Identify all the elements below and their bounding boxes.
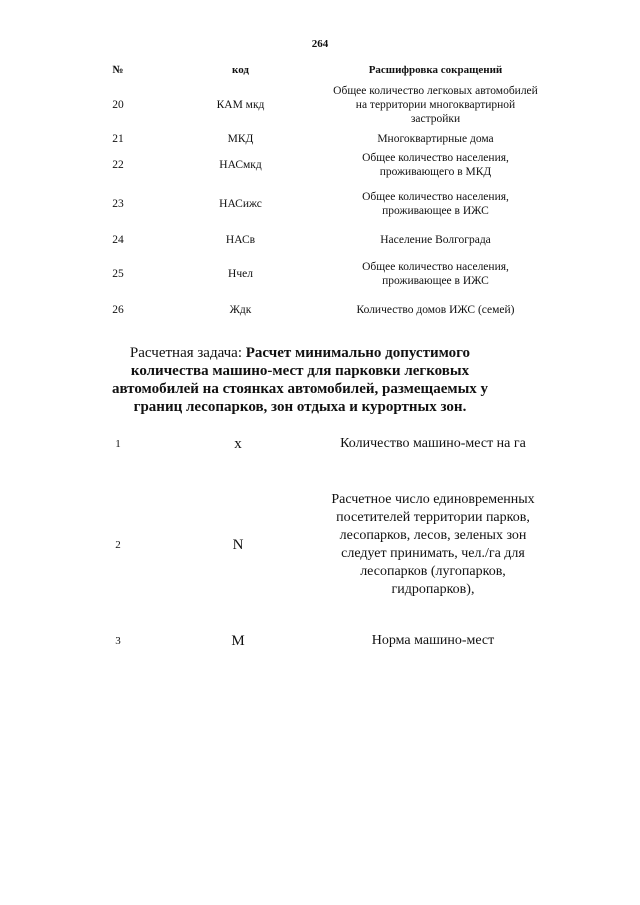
row-description: Количество домов ИЖС (семей) — [356, 304, 515, 316]
row-code: Ждк — [229, 304, 252, 316]
table-row — [88, 294, 538, 326]
row-description: Расчетное число единовременных посетителей территории парков, лесопарков, лесов, зеленых зон следует принимать, чел./га для лесопарков (лугопарков, гидропарков), — [331, 492, 535, 597]
table-row — [88, 226, 538, 254]
row-description: Многоквартирные дома — [377, 133, 494, 145]
row-number: 25 — [112, 268, 124, 280]
table-row — [88, 148, 538, 182]
row-description: Норма машино-мест — [371, 633, 495, 648]
table-row — [88, 130, 538, 148]
row-description: Общее количество легковых автомобилей на территории многоквартирной застройки — [333, 85, 538, 125]
row-number: 2 — [115, 539, 121, 551]
abbreviations-table — [88, 64, 538, 326]
row-description: Количество машино-мест на га — [340, 436, 526, 451]
table-row — [88, 80, 538, 130]
row-number: 22 — [112, 159, 124, 171]
variables-table — [88, 424, 538, 656]
row-code: НАСмкд — [219, 159, 262, 171]
table-row — [88, 464, 538, 626]
table-header-row — [88, 64, 538, 80]
row-description: Общее количество населения, проживающего в МКД — [362, 152, 509, 178]
column-header-description: Расшифровка сокращений — [368, 64, 503, 76]
row-code: КАМ мкд — [216, 99, 265, 111]
row-code: МКД — [227, 133, 254, 145]
row-code: N — [232, 537, 244, 553]
row-number: 26 — [112, 304, 124, 316]
row-description: Население Волгограда — [380, 234, 491, 246]
row-code: НАСв — [225, 234, 256, 246]
row-number: 23 — [112, 198, 124, 210]
table-row — [88, 424, 538, 464]
table-row — [88, 254, 538, 294]
task-prefix: Расчетная задача: — [129, 345, 246, 361]
row-number: 1 — [115, 438, 121, 450]
column-header-number: № — [112, 64, 124, 76]
table-row — [88, 182, 538, 226]
page-number: 264 — [311, 38, 329, 50]
table-row — [88, 626, 538, 656]
row-description: Общее количество населения, проживающее в ИЖС — [362, 261, 509, 287]
row-code: НАСижс — [219, 198, 262, 210]
task-title: Расчет минимально допустимого количества машино-мест для парковки легковых автомобилей на стоянках автомобилей, размещаемых у границ лесопарков, зон отдыха и курортных зон. — [111, 345, 489, 415]
row-number: 3 — [115, 635, 121, 647]
task-heading — [110, 344, 490, 416]
row-code: M — [231, 633, 245, 649]
row-code: x — [234, 436, 242, 452]
row-number: 24 — [112, 234, 124, 246]
row-number: 20 — [112, 99, 124, 111]
column-header-code: код — [232, 64, 249, 76]
row-description: Общее количество населения, проживающее в ИЖС — [362, 191, 509, 217]
row-code: Нчел — [228, 268, 253, 280]
row-number: 21 — [112, 133, 124, 145]
